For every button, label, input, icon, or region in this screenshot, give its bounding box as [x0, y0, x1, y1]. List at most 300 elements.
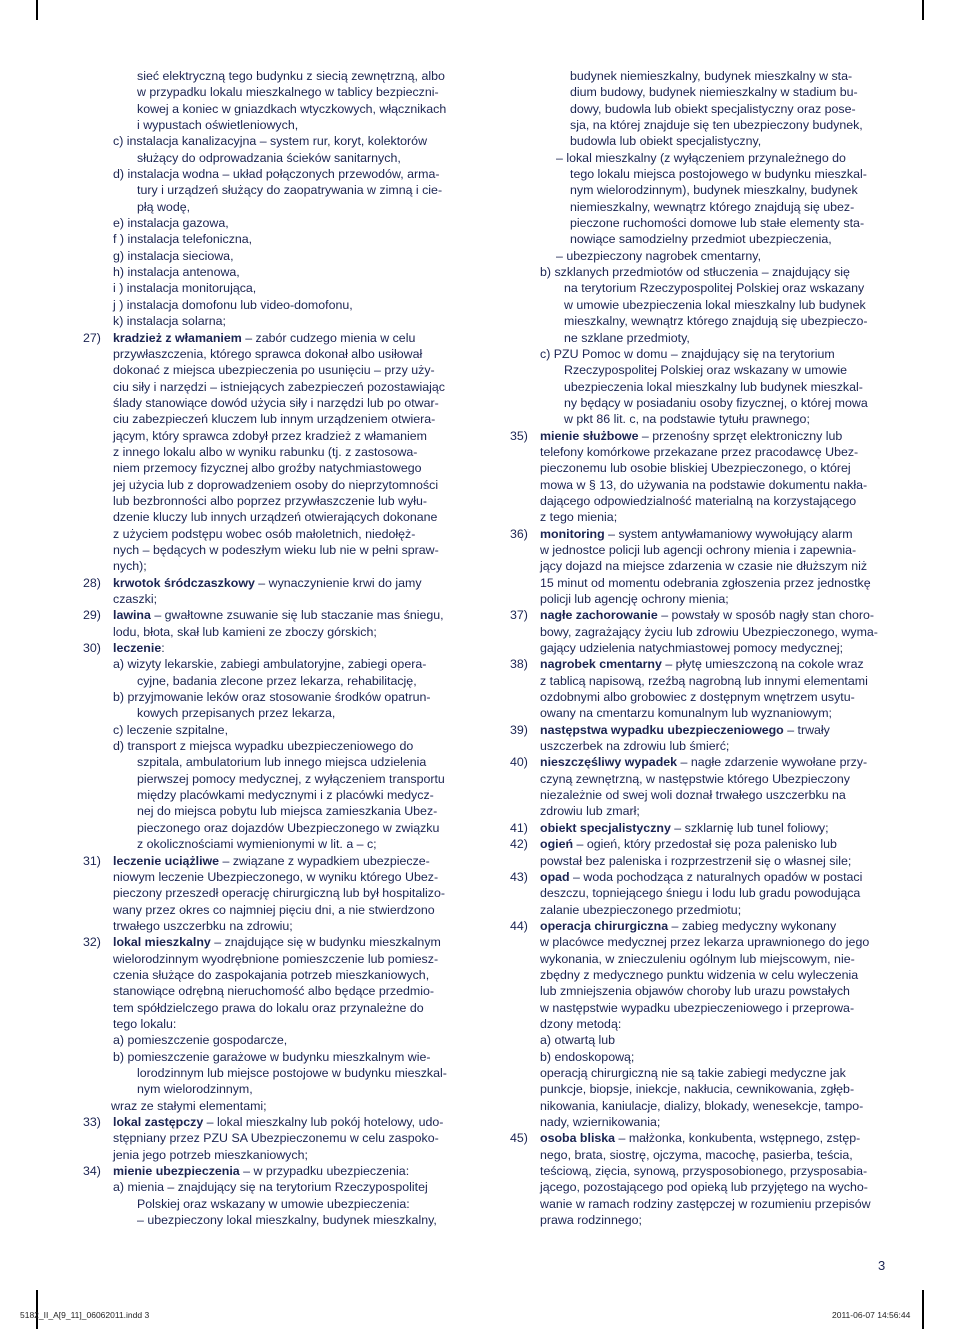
text-line: [83, 133, 468, 149]
text-line: [83, 280, 468, 296]
text-line: [510, 68, 890, 84]
line-text: stępniany przez PZU SA Ubezpieczonemu w celu zaspoko-: [113, 1131, 439, 1146]
text-line: [83, 1098, 468, 1114]
text-line: [83, 1163, 468, 1179]
line-text: d) transport z miejsca wypadku ubezpieczeniowego do: [113, 739, 414, 754]
defined-term: mienie ubezpieczenia: [113, 1164, 240, 1179]
text-line: [510, 1000, 890, 1016]
text-line: [83, 199, 468, 215]
line-text: c) leczenie szpitalne,: [113, 722, 229, 737]
text-line: [83, 803, 468, 819]
text-line: [83, 820, 468, 836]
line-text: wykonania, w znieczuleniu ogólnym lub miejscowym, nie-: [540, 951, 855, 966]
defined-term: kradzież z włamaniem: [113, 330, 242, 345]
line-text: – nagłe zdarzenie wywołane przy-: [677, 755, 868, 770]
text-line: [510, 934, 890, 950]
defined-term: lokal zastępczy: [113, 1115, 204, 1129]
text-line: [83, 1016, 468, 1032]
defined-term: leczenie: [113, 641, 162, 656]
defined-term: lokal mieszkalny: [113, 935, 211, 950]
text-line: [83, 215, 468, 231]
text-line: [510, 607, 890, 623]
line-text: a) wizyty lekarskie, zabiegi ambulatoryjne, zabiegi opera-: [113, 657, 427, 672]
line-text: jącym, który sprawca zdobył przez kradzież z włamaniem: [113, 428, 427, 443]
page-number: 3: [878, 1258, 886, 1273]
line-text: – związane z wypadkiem ubezpiecze-: [219, 853, 430, 868]
line-text: tego lokalu:: [113, 1016, 177, 1031]
line-text: jącego, pozostającego pod opieką lub przyjętego na wycho-: [540, 1180, 868, 1195]
text-line: [83, 101, 468, 117]
text-line: [510, 395, 890, 411]
line-text: dium budowy, budynek niemieszkalny w stadium bu-: [570, 85, 858, 100]
line-text: b) endoskopową;: [540, 1049, 635, 1064]
item-number: 27): [83, 330, 101, 345]
text-line: [510, 885, 890, 901]
line-text: policji lub agencję ochrony mienia;: [540, 592, 729, 606]
line-text: sja, na której znajduje się ten ubezpieczony budynek,: [570, 118, 863, 133]
text-line: [510, 117, 890, 133]
text-line: [510, 84, 890, 100]
item-number: 42): [510, 837, 528, 852]
text-line: [83, 787, 468, 803]
text-line: [510, 836, 890, 852]
line-text: w przypadku lokalu mieszkalnego w tablicy bezpieczni-: [137, 85, 439, 100]
text-line: [510, 575, 890, 591]
text-line: [83, 983, 468, 999]
footer-file-name: 5182_II_A[9_11]_06062011.indd 3: [20, 1310, 150, 1320]
line-text: ne szklane przedmioty,: [564, 330, 690, 345]
text-line: [510, 231, 890, 247]
line-text: – powstały w sposób nagły stan choro-: [657, 608, 875, 623]
line-text: jej użycia lub z doprowadzeniem osoby do nieprzytomności: [113, 477, 439, 492]
text-line: [510, 1114, 890, 1130]
item-number: 40): [510, 755, 528, 770]
text-line: [83, 885, 468, 901]
text-line: [510, 771, 890, 787]
text-line: [510, 280, 890, 296]
text-line: [83, 362, 468, 378]
text-line: [83, 934, 468, 950]
line-text: zalanie ubezpieczonego przedmiotu;: [540, 902, 742, 917]
line-text: nym wielorodzinnym), budynek mieszkalny, budynek: [570, 183, 858, 198]
line-text: niemieszkalny, wewnątrz którego znajdują się ubez-: [570, 199, 855, 214]
line-text: nady, wziernikowania;: [540, 1115, 661, 1129]
line-text: j ) instalacja domofonu lub video-domofonu,: [113, 297, 353, 312]
line-text: ciu siły i narzędzi – istniejących zabezpieczeń pozostawiając: [113, 379, 445, 394]
line-text: nikowania, kaniulacje, dializy, blokady, wenesekcje, tampo-: [540, 1098, 864, 1113]
text-line: [510, 133, 890, 149]
line-text: z tego mienia;: [540, 510, 618, 525]
line-text: – ubezpieczony nagrobek cmentarny,: [556, 248, 762, 263]
line-text: h) instalacja antenowa,: [113, 265, 240, 280]
item-number: 41): [510, 820, 528, 835]
line-text: Polskiej oraz wskazany w umowie ubezpieczenia:: [137, 1196, 410, 1211]
text-line: [510, 460, 890, 476]
line-text: wraz ze stałymi elementami;: [111, 1098, 267, 1113]
text-line: [83, 689, 468, 705]
line-text: tego lokalu miejsca postojowego w budynku mieszkal-: [570, 167, 867, 182]
defined-term: osoba bliska: [540, 1131, 616, 1146]
text-line: [510, 967, 890, 983]
text-line: [510, 673, 890, 689]
line-text: ciu zabezpieczeń kluczem lub innym urządzeniem otwiera-: [113, 412, 436, 427]
text-line: [510, 738, 890, 754]
line-text: a) pomieszczenie gospodarcze,: [113, 1033, 288, 1048]
text-line: [83, 836, 468, 852]
text-line: [510, 199, 890, 215]
text-line: [510, 526, 890, 542]
text-line: [83, 1065, 468, 1081]
line-text: g) instalacja sieciowa,: [113, 248, 234, 263]
text-line: [510, 493, 890, 509]
defined-term: krwotok śródczaszkowy: [113, 575, 255, 590]
item-number: 28): [83, 575, 101, 590]
line-text: prawa rodzinnego;: [540, 1213, 642, 1228]
crop-mark-bottom-right: [922, 1290, 924, 1329]
text-line: [510, 1212, 890, 1228]
defined-term: następstwa wypadku ubezpieczeniowego: [540, 722, 784, 737]
item-number: 32): [83, 935, 101, 950]
line-text: teściową, zięcia, synową, przysposobionego, przysposabia-: [540, 1164, 868, 1179]
line-text: w następstwie wypadku ubezpieczeniowego i przeprowa-: [540, 1000, 855, 1015]
text-line: [83, 656, 468, 672]
line-text: z okolicznościami wymienionymi w lit. a – c;: [137, 837, 377, 852]
text-line: [83, 166, 468, 182]
line-text: pieczone ruchomości domowe lub stałe elementy sta-: [570, 216, 865, 231]
line-text: – płytę umieszczoną na cokole wraz: [661, 657, 864, 672]
text-line: [510, 869, 890, 885]
text-line: [510, 1163, 890, 1179]
text-line: [83, 526, 468, 542]
line-text: niezależnie od swej woli doznał trwałego uszczerbku na: [540, 788, 846, 803]
text-line: [510, 215, 890, 231]
line-text: – małżonka, konkubenta, wstępnego, zstęp-: [615, 1131, 861, 1146]
line-text: – ogień, który przedostał się poza palenisko lub: [573, 837, 837, 852]
text-line: [510, 918, 890, 934]
line-text: nych);: [113, 559, 147, 574]
right-text-column: [510, 68, 890, 1228]
text-line: [83, 150, 468, 166]
line-text: dowy, budowla lub obiekt specjalistyczny oraz pose-: [570, 101, 856, 116]
text-line: [83, 951, 468, 967]
text-line: [83, 705, 468, 721]
item-number: 30): [83, 641, 101, 656]
text-line: [83, 869, 468, 885]
line-text: szpitala, ambulatorium lub innego miejsca udzielenia: [137, 755, 427, 770]
line-text: c) instalacja kanalizacyjna – system rur, koryt, kolektorów: [113, 134, 428, 149]
line-text: w jednostce policji lub agencji ochrony mienia i zapewnia-: [540, 542, 857, 557]
line-text: jący dojazd na miejsce zdarzenia w czasie nie dłuższym niż: [540, 559, 868, 574]
defined-term: ogień: [540, 837, 574, 852]
line-text: nowiące samodzielny przedmiot ubezpieczenia,: [570, 232, 832, 247]
line-text: bowy, zagrażający życiu lub zdrowiu Ubezpieczonego, wyma-: [540, 624, 878, 639]
text-line: [83, 607, 468, 623]
text-line: [83, 444, 468, 460]
line-text: przywłaszczenia, którego sprawca dokonał albo usiłował: [113, 346, 423, 361]
line-text: punkcje, biopsje, iniekcje, nakłucia, cewnikowania, zgłęb-: [540, 1082, 855, 1097]
crop-mark-top-right: [922, 0, 924, 20]
text-line: [510, 754, 890, 770]
item-number: 44): [510, 918, 528, 933]
line-text: budowla lub obiekt specjalistyczny,: [570, 134, 762, 149]
line-text: powstał bez paleniska i rozprzestrzenił się o własnej sile;: [540, 853, 852, 868]
line-text: lorodzinnym lub miejsce postojowe w budynku mieszkal-: [137, 1065, 447, 1080]
text-line: [510, 264, 890, 280]
line-text: b) szklanych przedmiotów od stłuczenia – znajdujący się: [540, 265, 850, 280]
line-text: Rzeczypospolitej Polskiej oraz wskazany w umowie: [564, 363, 848, 378]
item-number: 45): [510, 1131, 528, 1146]
text-line: [510, 509, 890, 525]
line-text: pieczony przeszedł operację chirurgiczną lub był hospitalizo-: [113, 886, 445, 901]
defined-term: monitoring: [540, 526, 605, 541]
text-line: [510, 1098, 890, 1114]
text-line: [83, 330, 468, 346]
text-line: [510, 558, 890, 574]
text-line: [510, 1196, 890, 1212]
text-line: [510, 787, 890, 803]
text-line: [83, 477, 468, 493]
defined-term: obiekt specjalistyczny: [540, 820, 671, 835]
line-text: w placówce medycznej przez lekarza uprawnionego do jego: [540, 935, 870, 950]
text-line: [510, 362, 890, 378]
text-line: [83, 738, 468, 754]
line-text: c) PZU Pomoc w domu – znajdujący się na terytorium: [540, 346, 835, 361]
text-line: [510, 820, 890, 836]
text-line: [83, 313, 468, 329]
line-text: w umowie ubezpieczenia lokal mieszkalny lub budynek: [564, 297, 866, 312]
line-text: kowej a koniec w gniazdkach wtyczkowych, włącznikach: [137, 101, 447, 116]
line-text: czaszki;: [113, 592, 158, 606]
text-line: [83, 542, 468, 558]
line-text: – zabór cudzego mienia w celu: [241, 330, 416, 345]
text-line: [510, 150, 890, 166]
item-number: 34): [83, 1164, 101, 1179]
line-text: niem przemocy fizycznej albo groźby natychmiastowego: [113, 461, 422, 476]
line-text: między placówkami medycznymi i z placówki medycz-: [137, 788, 434, 803]
text-line: [83, 754, 468, 770]
text-line: [510, 1065, 890, 1081]
defined-term: operacja chirurgiczna: [540, 918, 669, 933]
line-text: – trwały: [783, 722, 830, 737]
line-text: cyjne, badania zlecone przez lekarza, rehabilitację,: [137, 673, 417, 688]
text-line: [83, 902, 468, 918]
line-text: – zabieg medyczny wykonany: [668, 918, 837, 933]
line-text: mowa w § 13, do używania na podstawie dokumentu nakła-: [540, 477, 868, 492]
text-line: [83, 68, 468, 84]
text-line: [510, 1016, 890, 1032]
line-text: dzenie kluczy lub innych urządzeń otwierających dokonane: [113, 510, 438, 525]
line-text: 15 minut od momentu odebrania zgłoszenia przez jednostkę: [540, 575, 871, 590]
line-text: dokonać z miejsca ubezpieczenia po usunięciu – przy uży-: [113, 363, 435, 378]
line-text: pieczonemu lub osobie bliskiej Ubezpieczonego, o której: [540, 461, 851, 476]
text-line: [510, 803, 890, 819]
item-number: 33): [83, 1115, 101, 1129]
text-line: [83, 428, 468, 444]
line-text: a) otwartą lub: [540, 1033, 616, 1048]
line-text: gający udzielenia natychmiastowej pomocy medycznej;: [540, 641, 844, 656]
text-line: [510, 166, 890, 182]
line-text: nych – będących w podeszłym wieku lub nie w pełni spraw-: [113, 542, 439, 557]
line-text: – lokal mieszkalny lub pokój hotelowy, udo-: [203, 1115, 444, 1129]
line-text: tem spółdzielczego prawa do lokalu oraz przynależne do: [113, 1000, 424, 1015]
line-text: z tablicą napisową, rzeźbą nagrobną lub innymi elementami: [540, 673, 868, 688]
text-line: [83, 84, 468, 100]
text-line: [83, 509, 468, 525]
text-line: [83, 182, 468, 198]
text-line: [83, 493, 468, 509]
text-line: [510, 313, 890, 329]
line-text: operacją chirurgiczną nie są takie zabiegi medyczne jak: [540, 1065, 846, 1080]
text-line: [510, 248, 890, 264]
line-text: f ) instalacja telefoniczna,: [113, 232, 253, 247]
line-text: niowym leczenie Ubezpieczonego, w wyniku którego Ubez-: [113, 869, 439, 884]
text-line: [510, 983, 890, 999]
text-line: [510, 182, 890, 198]
text-line: [510, 477, 890, 493]
line-text: budynek niemieszkalny, budynek mieszkalny w sta-: [570, 69, 853, 83]
text-line: [83, 379, 468, 395]
line-text: w pkt 86 lit. c, na podstawie tytułu prawnego;: [564, 412, 810, 427]
left-text-column: [83, 68, 468, 1228]
text-line: [83, 624, 468, 640]
text-line: [510, 705, 890, 721]
line-text: trwałego uszczerbku na zdrowiu;: [113, 918, 293, 933]
footer-timestamp: 2011-06-07 14:56:44: [832, 1310, 911, 1320]
crop-mark-top-left: [36, 0, 38, 20]
line-text: – wynaczynienie krwi do jamy: [254, 575, 422, 590]
line-text: czyną zewnętrzną, w następstwie którego Ubezpieczony: [540, 771, 850, 786]
line-text: sieć elektryczną tego budynku z siecią zewnętrzną, albo: [137, 69, 445, 83]
line-text: czenia służące do zaspokajania potrzeb mieszkaniowych,: [113, 967, 430, 982]
line-text: wany przez okres co najmniej pięciu dni, a nie stwierdzono: [113, 902, 435, 917]
text-line: [510, 542, 890, 558]
item-number: 43): [510, 869, 528, 884]
line-text: wielorodzinnym wyodrębnione pomieszczenie lub pomiesz-: [113, 951, 439, 966]
line-text: tury i urządzeń służący do zaopatrywania w zimną i cie-: [137, 183, 443, 198]
line-text: kowych przepisanych przez lekarza,: [137, 706, 336, 721]
text-line: [83, 1114, 468, 1130]
item-number: 39): [510, 722, 528, 737]
line-text: stanowiące odrębną nieruchomość albo będące przedmio-: [113, 984, 434, 999]
text-line: [510, 1032, 890, 1048]
line-text: jenia jego potrzeb mieszkaniowych;: [113, 1147, 308, 1162]
item-number: 31): [83, 853, 101, 868]
line-text: mieszkalny, wewnątrz którego znajdują się ubezpieczo-: [564, 314, 868, 329]
line-text: – w przypadku ubezpieczenia:: [239, 1164, 410, 1179]
defined-term: nagłe zachorowanie: [540, 608, 658, 623]
line-text: lub zmniejszenia objawów choroby lub urazu powstałych: [540, 984, 850, 999]
text-line: [83, 722, 468, 738]
line-text: deszczu, topniejącego śniegu i lodu lub gradu powodująca: [540, 886, 861, 901]
line-text: dającego odpowiedzialność materialną na korzystającego: [540, 493, 857, 508]
text-line: [83, 248, 468, 264]
line-text: b) przyjmowanie leków oraz stosowanie środków opatrun-: [113, 690, 431, 705]
text-line: [510, 346, 890, 362]
line-text: – woda pochodząca z naturalnych opadów w postaci: [569, 869, 863, 884]
text-line: [83, 967, 468, 983]
text-line: [510, 297, 890, 313]
text-line: [83, 575, 468, 591]
text-line: [510, 428, 890, 444]
text-line: [510, 411, 890, 427]
defined-term: lawina: [113, 608, 151, 623]
text-line: [83, 1000, 468, 1016]
item-number: 29): [83, 608, 101, 623]
text-line: [83, 673, 468, 689]
line-text: lub bezbronności albo poprzez przywłaszczenie lub wyłu-: [113, 493, 428, 508]
text-line: [510, 689, 890, 705]
text-line: [510, 1179, 890, 1195]
line-text: pieczonego oraz dojazdów Ubezpieczonego w związku: [137, 820, 440, 835]
text-line: [510, 1049, 890, 1065]
text-line: [510, 1081, 890, 1097]
line-text: i wypustach oświetleniowych,: [137, 118, 299, 133]
defined-term: mienie służbowe: [540, 428, 639, 443]
text-line: [83, 1130, 468, 1146]
text-line: [83, 117, 468, 133]
line-text: ny będący w posiadaniu osoby fizycznej, o której mowa: [564, 395, 868, 410]
text-line: [510, 444, 890, 460]
text-line: [83, 395, 468, 411]
line-text: ubezpieczenia lokal mieszkalny lub budynek mieszkal-: [564, 379, 863, 394]
line-text: pierwszej pomocy medycznej, z wyłączeniem transportu: [137, 771, 445, 786]
text-line: [510, 591, 890, 607]
line-text: nego, brata, siostrę, ojczyma, macochę, pasierba, teścia,: [540, 1147, 853, 1162]
line-text: – system antywłamaniowy wywołujący alarm: [604, 526, 853, 541]
defined-term: nagrobek cmentarny: [540, 657, 662, 672]
line-text: – szklarnię lub tunel foliowy;: [670, 820, 829, 835]
defined-term: opad: [540, 869, 570, 884]
line-text: – lokal mieszkalny (z wyłączeniem przynależnego do: [556, 150, 846, 165]
text-line: [510, 722, 890, 738]
line-text: d) instalacja wodna – układ połączonych przewodów, arma-: [113, 167, 440, 182]
line-text: :: [161, 641, 165, 656]
text-line: [83, 1179, 468, 1195]
line-text: dzony metodą:: [540, 1016, 622, 1031]
line-text: a) mienia – znajdujący się na terytorium Rzeczypospolitej: [113, 1180, 428, 1195]
text-line: [83, 1032, 468, 1048]
text-line: [83, 411, 468, 427]
line-text: b) pomieszczenie garażowe w budynku mieszkalnym wie-: [113, 1049, 431, 1064]
text-line: [83, 460, 468, 476]
text-line: [510, 902, 890, 918]
text-line: [83, 1147, 468, 1163]
text-line: [83, 558, 468, 574]
line-text: z użyciem podstępu wobec osób małoletnich, niedołęż-: [113, 526, 416, 541]
line-text: nej do miejsca pobytu lub miejsca zamieszkania Ubez-: [137, 804, 438, 819]
item-number: 36): [510, 526, 528, 541]
line-text: wanie w ramach rodziny zastępczej w rozumieniu przepisów: [540, 1196, 871, 1211]
line-text: – ubezpieczony lokal mieszkalny, budynek mieszkalny,: [137, 1213, 437, 1228]
line-text: z innego lokalu albo w wyniku rabunku (tj. z zastosowa-: [113, 444, 418, 459]
text-line: [510, 101, 890, 117]
text-line: [83, 346, 468, 362]
line-text: i ) instalacja monitorująca,: [113, 281, 257, 296]
line-text: nym wielorodzinnym,: [137, 1082, 253, 1097]
line-text: na terytorium Rzeczypospolitej Polskiej oraz wskazany: [564, 281, 865, 296]
item-number: 35): [510, 428, 528, 443]
text-line: [510, 624, 890, 640]
text-line: [83, 771, 468, 787]
text-line: [83, 231, 468, 247]
text-line: [510, 379, 890, 395]
defined-term: leczenie uciążliwe: [113, 853, 220, 868]
text-line: [83, 1196, 468, 1212]
text-line: [83, 640, 468, 656]
line-text: ślady stanowiące dowód użycia siły i narzędzi lub po otwar-: [113, 395, 439, 410]
line-text: zdrowiu lub zmarł;: [540, 804, 640, 819]
line-text: zbędny z medycznego punktu widzenia w celu wyleczenia: [540, 967, 859, 982]
